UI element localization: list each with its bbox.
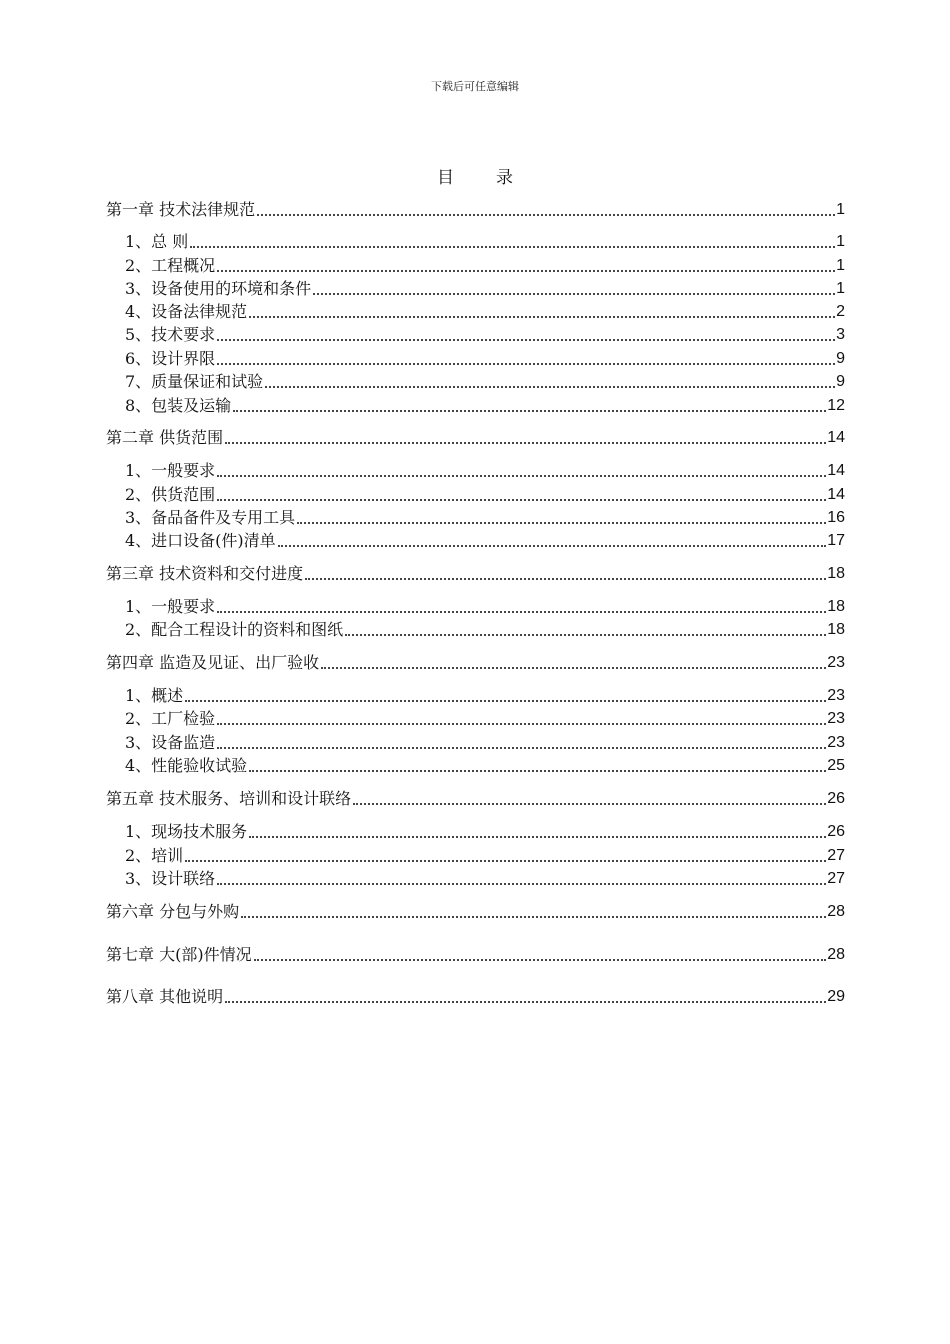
toc-section-entry[interactable] (125, 277, 845, 299)
toc-dot-leader (233, 410, 826, 412)
toc-entry-page: 26 (827, 823, 845, 840)
toc-entry-label: 6、设计界限 (125, 349, 216, 368)
toc-dot-leader (217, 363, 835, 365)
toc-chapter-entry[interactable] (106, 562, 845, 584)
toc-entry-page: 12 (827, 397, 845, 414)
toc-chapter-entry[interactable] (106, 426, 845, 448)
toc-section-entry[interactable] (125, 684, 845, 706)
toc-entry-page: 23 (827, 654, 845, 671)
toc-entry-label: 2、配合工程设计的资料和图纸 (125, 620, 344, 639)
toc-dot-leader (257, 214, 835, 216)
toc-dot-leader (278, 545, 827, 547)
toc-entry-label: 3、设备使用的环境和条件 (125, 279, 312, 298)
toc-entry-page: 18 (827, 598, 845, 615)
toc-entry-page: 1 (836, 257, 845, 274)
toc-dot-leader (217, 747, 826, 749)
toc-entry-page: 9 (836, 350, 845, 367)
toc-dot-leader (225, 1001, 826, 1003)
toc-section-entry[interactable] (125, 820, 845, 842)
toc-entry-page: 28 (827, 946, 845, 963)
toc-dot-leader (305, 578, 826, 580)
toc-dot-leader (217, 883, 826, 885)
toc-entry-label: 3、备品备件及专用工具 (125, 508, 296, 527)
toc-entry-page: 1 (836, 233, 845, 250)
toc-dot-leader (345, 634, 826, 636)
toc-dot-leader (217, 270, 835, 272)
toc-entry-page: 18 (827, 565, 845, 582)
toc-entry-label: 2、培训 (125, 846, 184, 865)
toc-entry-page: 16 (827, 509, 845, 526)
toc-dot-leader (217, 499, 826, 501)
toc-section-entry[interactable] (125, 731, 845, 753)
toc-entry-label: 第五章 技术服务、培训和设计联络 (106, 789, 352, 808)
toc-entry-page: 18 (827, 621, 845, 638)
toc-entry-label: 5、技术要求 (125, 325, 216, 344)
toc-entry-label: 1、一般要求 (125, 597, 216, 616)
toc-entry-page: 27 (827, 870, 845, 887)
toc-entry-page: 23 (827, 687, 845, 704)
header-note: 下载后可任意编辑 (431, 80, 519, 93)
toc-entry-label: 第二章 供货范围 (106, 428, 224, 447)
toc-entry-label: 3、设备监造 (125, 733, 216, 752)
toc-entry-page: 28 (827, 903, 845, 920)
toc-dot-leader (185, 700, 826, 702)
toc-dot-leader (254, 959, 827, 961)
toc-section-entry[interactable] (125, 370, 845, 392)
toc-dot-leader (297, 522, 826, 524)
toc-entry-page: 14 (827, 462, 845, 479)
toc-section-entry[interactable] (125, 707, 845, 729)
toc-section-entry[interactable] (125, 254, 845, 276)
toc-section-entry[interactable] (125, 459, 845, 481)
toc-entry-page: 26 (827, 790, 845, 807)
toc-title (0, 163, 950, 188)
toc-section-entry[interactable] (125, 529, 845, 551)
toc-section-entry[interactable] (125, 394, 845, 416)
toc-entry-label: 1、总 则 (125, 232, 189, 251)
toc-entry-page: 29 (827, 988, 845, 1005)
toc-entry-page: 2 (836, 303, 845, 320)
toc-chapter-entry[interactable] (106, 985, 845, 1007)
toc-entry-page: 1 (836, 280, 845, 297)
toc-dot-leader (217, 723, 826, 725)
toc-entry-label: 第一章 技术法律规范 (106, 200, 256, 219)
toc-section-entry[interactable] (125, 844, 845, 866)
toc-entry-label: 7、质量保证和试验 (125, 372, 264, 391)
toc-dot-leader (190, 246, 835, 248)
toc-chapter-entry[interactable] (106, 787, 845, 809)
toc-dot-leader (249, 836, 826, 838)
toc-section-entry[interactable] (125, 300, 845, 322)
toc-entry-label: 第七章 大(部)件情况 (106, 945, 252, 964)
toc-dot-leader (241, 916, 826, 918)
toc-entry-label: 2、工程概况 (125, 256, 216, 275)
toc-chapter-entry[interactable] (106, 943, 845, 965)
toc-entry-page: 9 (836, 373, 845, 390)
toc-entry-label: 8、包装及运输 (125, 396, 232, 415)
toc-section-entry[interactable] (125, 867, 845, 889)
toc-entry-label: 4、性能验收试验 (125, 756, 248, 775)
toc-entry-label: 1、一般要求 (125, 461, 216, 480)
toc-dot-leader (249, 770, 826, 772)
toc-entry-page: 14 (827, 486, 845, 503)
toc-dot-leader (217, 611, 826, 613)
toc-entry-page: 14 (827, 429, 845, 446)
toc-entry-page: 3 (836, 326, 845, 343)
toc-entry-page: 1 (836, 201, 845, 218)
toc-entry-page: 25 (827, 757, 845, 774)
toc-entry-label: 第八章 其他说明 (106, 987, 224, 1006)
toc-section-entry[interactable] (125, 347, 845, 369)
toc-dot-leader (353, 803, 826, 805)
toc-entry-page: 23 (827, 734, 845, 751)
toc-entry-page: 27 (827, 847, 845, 864)
toc-dot-leader (321, 667, 826, 669)
toc-entry-page: 17 (827, 532, 845, 549)
toc-section-entry[interactable] (125, 483, 845, 505)
toc-section-entry[interactable] (125, 618, 845, 640)
toc-entry-label: 2、供货范围 (125, 485, 216, 504)
toc-section-entry[interactable] (125, 506, 845, 528)
toc-entry-label: 2、工厂检验 (125, 709, 216, 728)
toc-dot-leader (249, 316, 835, 318)
toc-entry-label: 4、设备法律规范 (125, 302, 248, 321)
toc-section-entry[interactable] (125, 595, 845, 617)
toc-section-entry[interactable] (125, 230, 845, 252)
toc-entry-label: 第四章 监造及见证、出厂验收 (106, 653, 320, 672)
toc-chapter-entry[interactable] (106, 198, 845, 220)
toc-section-entry[interactable] (125, 754, 845, 776)
toc-dot-leader (225, 442, 826, 444)
toc-entry-page: 23 (827, 710, 845, 727)
toc-title-char-1: 目 (437, 168, 454, 188)
toc-title-char-2: 录 (496, 168, 513, 188)
toc-entry-label: 1、概述 (125, 686, 184, 705)
toc-entry-label: 1、现场技术服务 (125, 822, 248, 841)
toc-entry-label: 第六章 分包与外购 (106, 902, 240, 921)
toc-dot-leader (217, 339, 835, 341)
toc-dot-leader (313, 293, 835, 295)
toc-section-entry[interactable] (125, 323, 845, 345)
toc-dot-leader (217, 475, 826, 477)
toc-dot-leader (265, 386, 835, 388)
toc-entry-label: 3、设计联络 (125, 869, 216, 888)
toc-chapter-entry[interactable] (106, 900, 845, 922)
toc-chapter-entry[interactable] (106, 651, 845, 673)
toc-entry-label: 4、进口设备(件)清单 (125, 531, 276, 550)
toc-dot-leader (185, 860, 826, 862)
toc-entry-label: 第三章 技术资料和交付进度 (106, 564, 304, 583)
